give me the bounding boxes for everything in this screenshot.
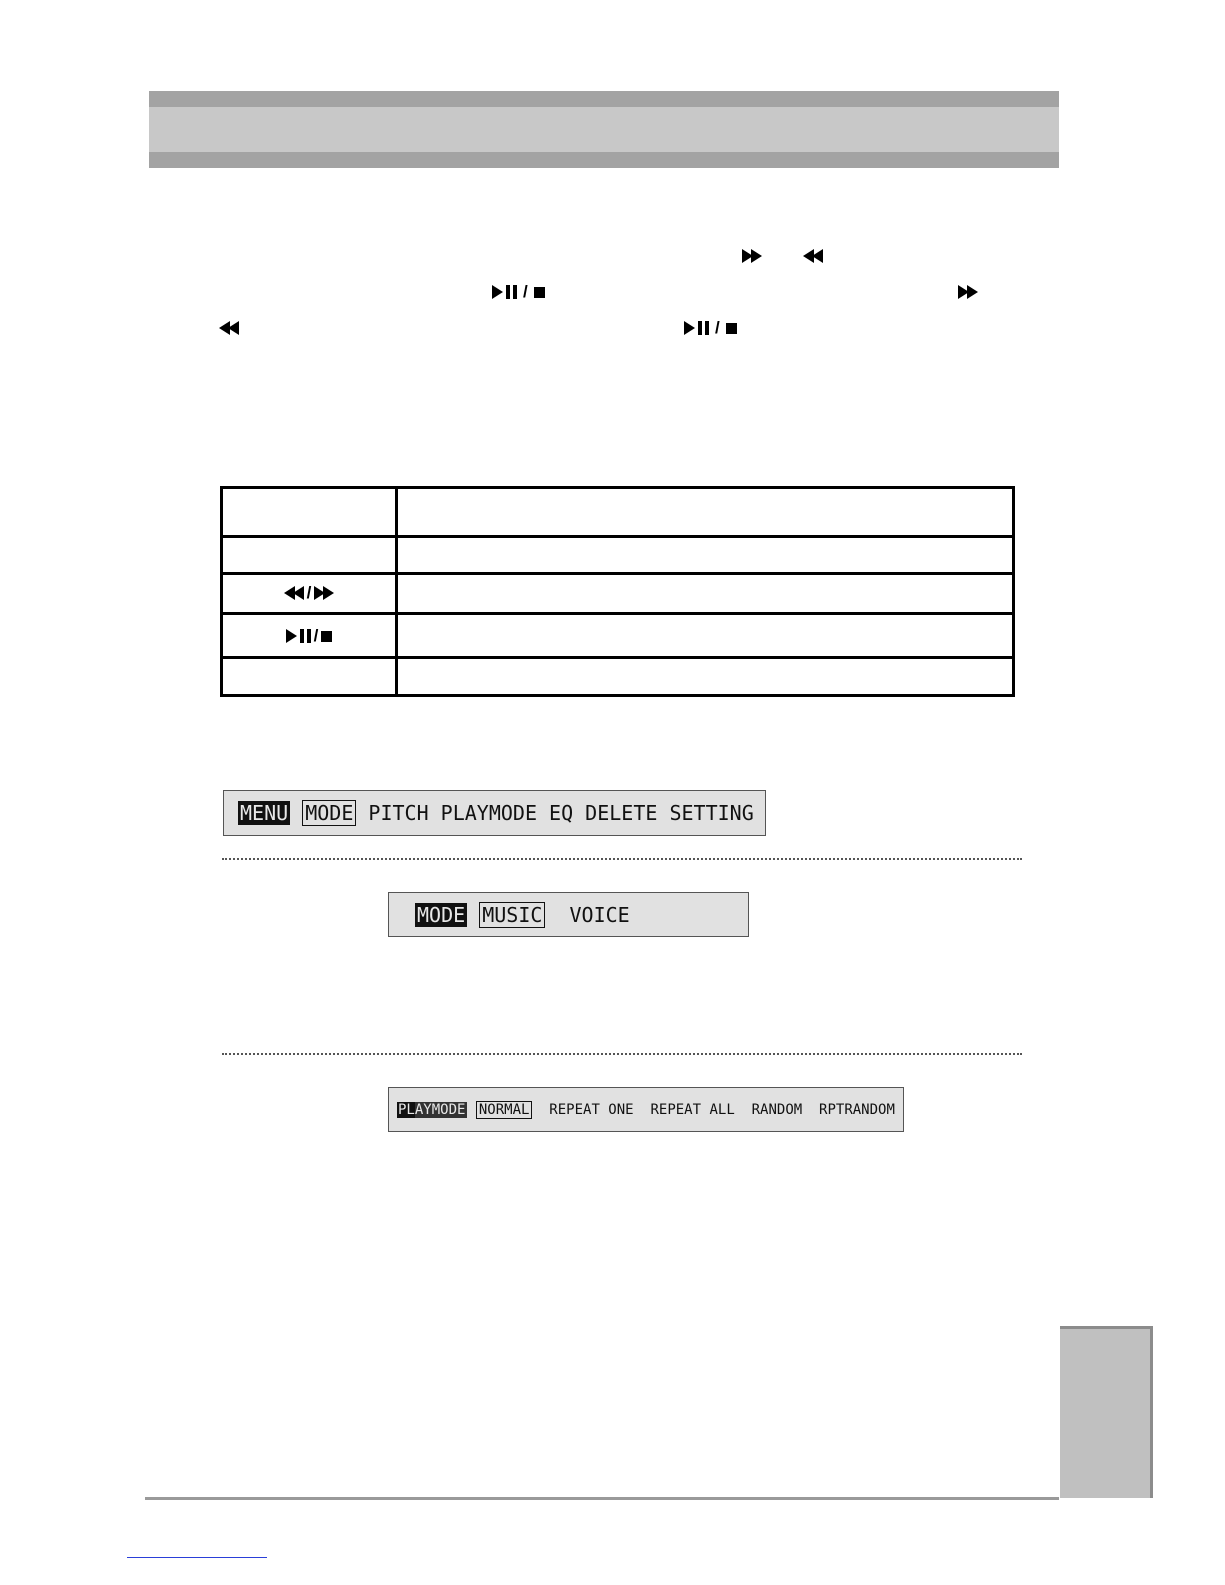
lcd-selected-item: NORMAL — [476, 1101, 533, 1119]
table-row-divider — [223, 535, 1012, 538]
pause-icon — [300, 629, 311, 643]
play-icon — [286, 629, 297, 643]
lcd-options: REPEAT ONE REPEAT ALL RANDOM RPTRANDOM — [532, 1101, 895, 1118]
slash-glyph: / — [306, 583, 312, 602]
play-pause-stop-icon: / — [684, 321, 737, 335]
fast-forward-icon — [742, 249, 760, 263]
table-row-divider — [223, 656, 1012, 659]
slash-glyph: / — [313, 626, 319, 645]
lcd-title: MENU — [240, 801, 289, 825]
lcd-title: MODE — [417, 902, 466, 927]
table-row-divider — [223, 612, 1012, 615]
lcd-selected-item: MUSIC — [479, 902, 545, 928]
rewind-icon — [286, 586, 304, 600]
lcd-options: VOICE — [545, 902, 630, 927]
rewind-icon — [221, 321, 239, 335]
lcd-title-part: PL — [398, 1101, 415, 1118]
play-pause-stop-icon: / — [492, 285, 545, 299]
header-stripe-bottom — [149, 152, 1059, 168]
header-stripe-top — [149, 91, 1059, 107]
fast-forward-icon — [958, 285, 976, 299]
lcd-options: PITCH PLAYMODE EQ DELETE SETTING — [356, 801, 754, 825]
table-cell-rewind-forward — [223, 578, 395, 608]
page-side-tab — [1060, 1326, 1153, 1498]
stop-icon — [321, 631, 332, 642]
table-cell-play-pause-stop — [223, 620, 395, 652]
fast-forward-icon — [314, 586, 332, 600]
lcd-selected-item: MODE — [302, 800, 356, 826]
footer-rule — [145, 1497, 1059, 1500]
dotted-separator — [222, 858, 1022, 860]
table-divider-vertical — [395, 489, 398, 694]
lcd-mode-screen — [388, 892, 749, 937]
lcd-menu-screen — [223, 790, 766, 836]
lcd-title-part: AYMODE — [414, 1101, 466, 1118]
dotted-separator — [222, 1053, 1022, 1055]
section-header-band — [149, 91, 1059, 168]
lcd-playmode-screen — [388, 1087, 904, 1132]
controls-table — [220, 486, 1015, 697]
table-row-divider — [223, 572, 1012, 575]
rewind-icon — [805, 249, 823, 263]
footer-link-underline — [127, 1557, 267, 1558]
